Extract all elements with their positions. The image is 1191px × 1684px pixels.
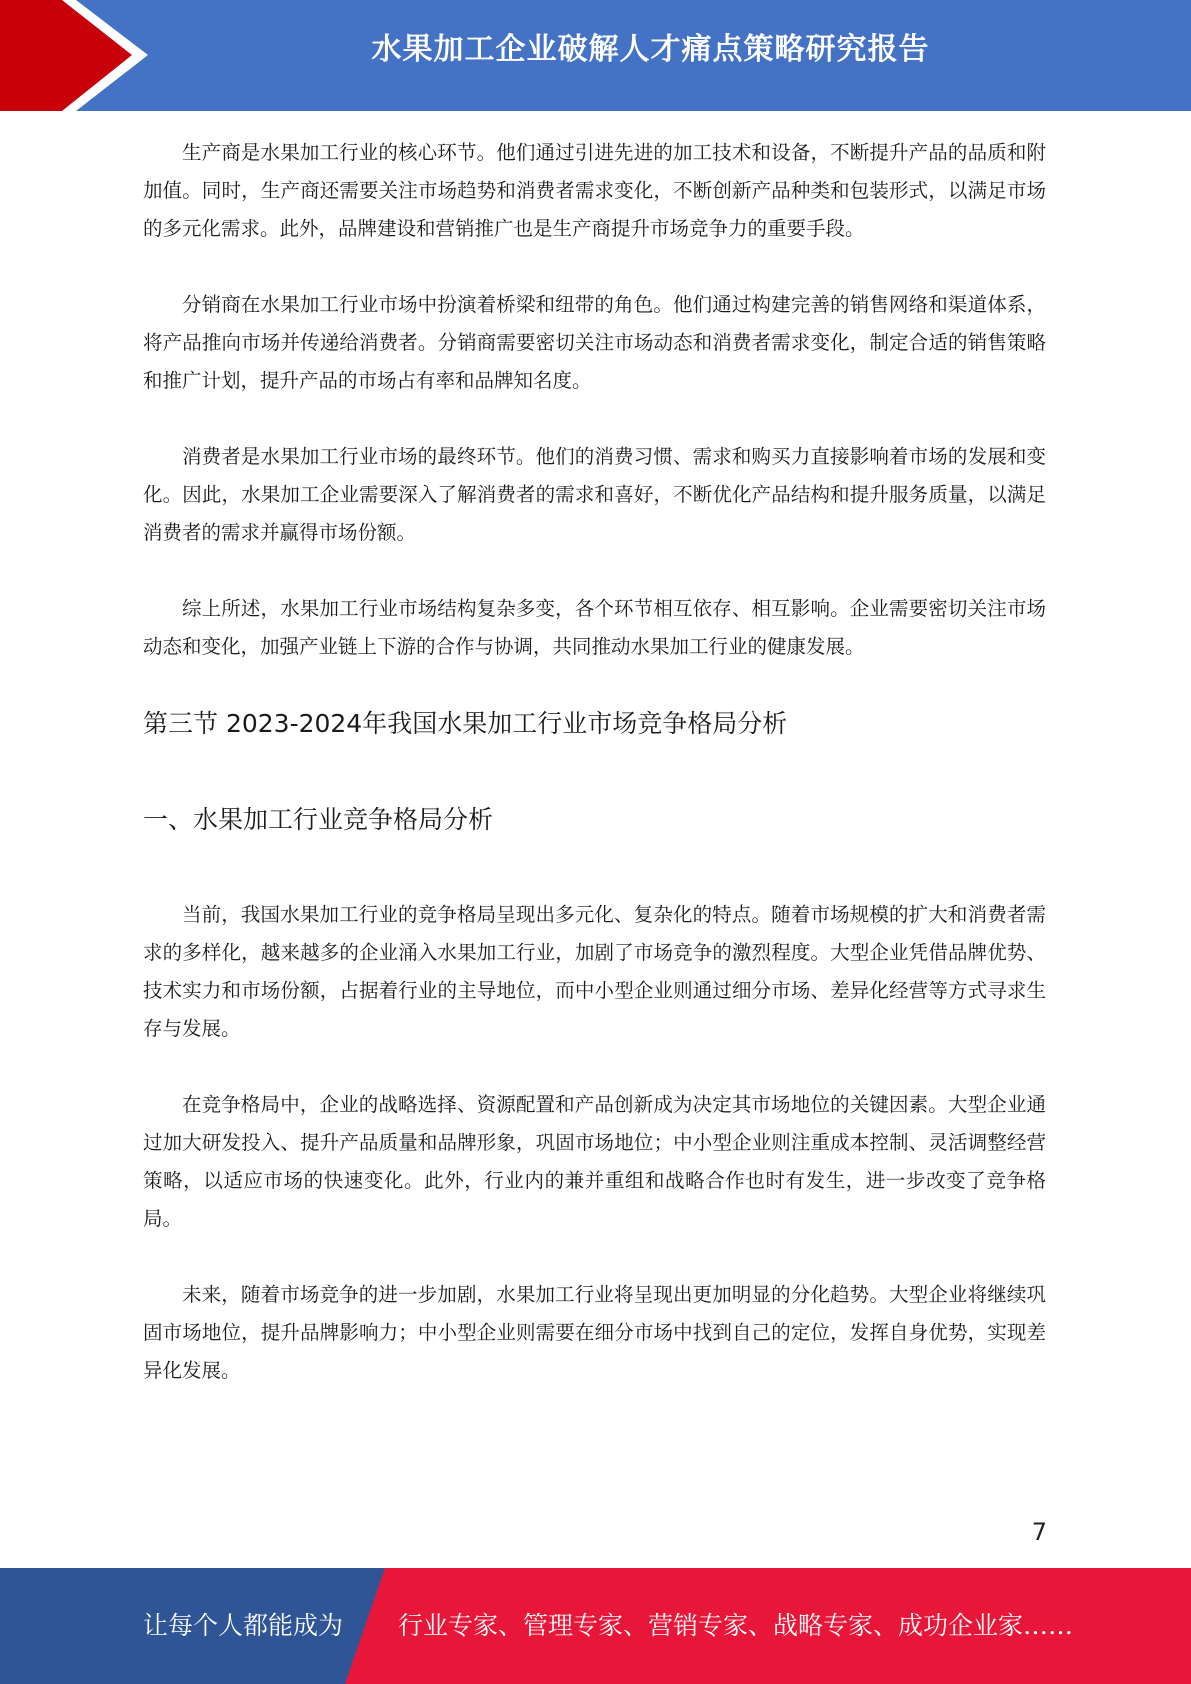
paragraph: 生产商是水果加工行业的核心环节。他们通过引进先进的加工技术和设备，不断提升产品的品质和附加值。同时，生产商还需要关注市场趋势和消费者需求变化，不断创新产品种类和包装形式，以满足市场的多元化需求。此外，品牌建设和营销推广也是生产商提升市场竞争力的重要手段。 <box>143 141 1046 240</box>
document-body <box>143 134 1046 1428</box>
paragraph: 消费者是水果加工行业市场的最终环节。他们的消费习惯、需求和购买力直接影响着市场的发展和变化。因此，水果加工企业需要深入了解消费者的需求和喜好，不断优化产品结构和提升服务质量，以满足消费者的需求并赢得市场份额。 <box>143 445 1046 544</box>
paragraph: 综上所述，水果加工行业市场结构复杂多变，各个环节相互依存、相互影响。企业需要密切关注市场动态和变化，加强产业链上下游的合作与协调，共同推动水果加工行业的健康发展。 <box>143 597 1046 658</box>
paragraph: 在竞争格局中，企业的战略选择、资源配置和产品创新成为决定其市场地位的关键因素。大型企业通过加大研发投入、提升产品质量和品牌形象，巩固市场地位；中小型企业则注重成本控制、灵活调整经营策略，以适应市场的快速变化。此外，行业内的兼并重组和战略合作也时有发生，进一步改变了竞争格局。 <box>143 1093 1046 1230</box>
page-footer <box>0 1568 1191 1684</box>
footer-slogan-right: 行业专家、管理专家、营销专家、战略专家、成功企业家…… <box>398 1611 1074 1640</box>
report-title: 水果加工企业破解人才痛点策略研究报告 <box>371 32 930 67</box>
page-number: 7 <box>1031 1518 1047 1546</box>
paragraph: 当前，我国水果加工行业的竞争格局呈现出多元化、复杂化的特点。随着市场规模的扩大和消费者需求的多样化，越来越多的企业涌入水果加工行业，加剧了市场竞争的激烈程度。大型企业凭借品牌优势、技术实力和市场份额，占据着行业的主导地位，而中小型企业则通过细分市场、差异化经营等方式寻求生存与发展。 <box>143 903 1046 1040</box>
subsection-heading: 一、水果加工行业竞争格局分析 <box>143 805 494 834</box>
page-header <box>0 0 1191 111</box>
paragraph: 未来，随着市场竞争的进一步加剧，水果加工行业将呈现出更加明显的分化趋势。大型企业将继续巩固市场地位，提升品牌影响力；中小型企业则需要在细分市场中找到自己的定位，发挥自身优势，实现差异化发展。 <box>143 1283 1046 1382</box>
section-heading: 第三节 2023-2024年我国水果加工行业市场竞争格局分析 <box>143 709 788 738</box>
paragraph: 分销商在水果加工行业市场中扮演着桥梁和纽带的角色。他们通过构建完善的销售网络和渠道体系，将产品推向市场并传递给消费者。分销商需要密切关注市场动态和消费者需求变化，制定合适的销售策略和推广计划，提升产品的市场占有率和品牌知名度。 <box>143 293 1046 392</box>
footer-slogan-left: 让每个人都能成为 <box>143 1611 344 1640</box>
chevron-arrow-icon <box>0 0 160 111</box>
